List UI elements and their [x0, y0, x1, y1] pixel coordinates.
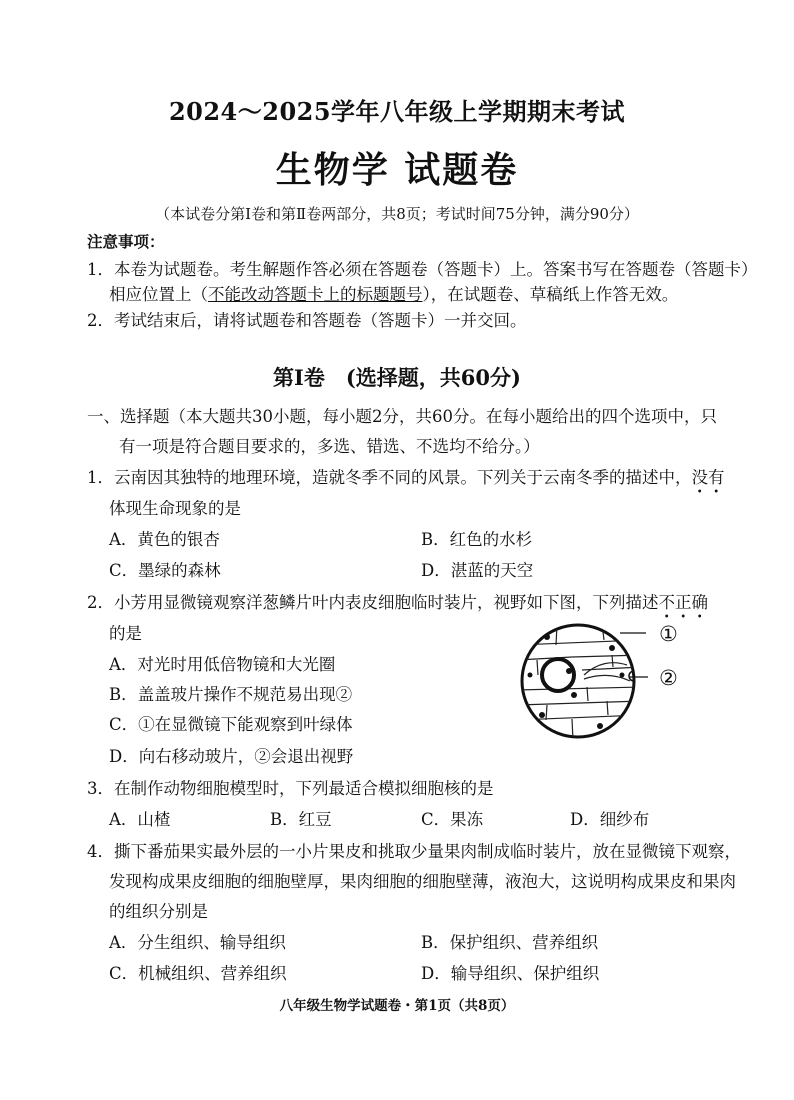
q2-option-d: D．向右移动玻片，②会退出视野 [109, 747, 354, 766]
question-4-stem: 4．撕下番茄果实最外层的一小片果皮和挑取少量果肉制成临时装片，放在显微镜下观察， [87, 842, 741, 861]
q2-option-a: A．对光时用低倍物镜和大光圈 [109, 655, 336, 674]
question-2-stem-line-2: 的是 [109, 624, 142, 643]
label-2: ② [659, 666, 678, 690]
q3-option-b: B．红豆 [270, 810, 332, 829]
q3-option-d: D．细纱布 [570, 810, 650, 829]
question-3-stem: 3．在制作动物细胞模型时，下列最适合模拟细胞核的是 [87, 779, 494, 798]
note-2: 2．考试结束后，请将试题卷和答题卷（答题卡）一并交回。 [87, 311, 527, 330]
subject-title: 生物学 试题卷 [275, 149, 519, 191]
q4-option-c: C．机械组织、营养组织 [109, 964, 287, 983]
air-bubble [542, 659, 574, 691]
underlined-note: 不能改动答题卡上的标题题号 [208, 285, 423, 304]
q4-option-b: B．保护组织、营养组织 [421, 933, 599, 952]
question-4-stem-line-3: 的组织分别是 [109, 902, 208, 921]
q1-option-d: D．湛蓝的天空 [421, 561, 534, 580]
field-of-view-circle [522, 625, 634, 737]
q4-option-d: D．输导组织、保护组织 [421, 964, 600, 983]
q1-option-a: A．黄色的银杏 [109, 530, 220, 549]
q2-option-b: B．盖盖玻片操作不规范易出现② [109, 685, 353, 704]
question-1-stem: 1．云南因其独特的地理环境，造就冬季不同的风景。下列关于云南冬季的描述中，没有 [87, 468, 725, 487]
exam-title: 2024～2025学年八年级上学期期末考试 [168, 97, 626, 126]
section-1-title: 第Ⅰ卷 (选择题，共60分) [273, 365, 521, 390]
note-1-line-2: 相应位置上（不能改动答题卡上的标题题号），在试题卷、草稿纸上作答无效。 [109, 285, 679, 304]
exam-info: （本试卷分第Ⅰ卷和第Ⅱ卷两部分，共8页；考试时间75分钟，满分90分） [155, 205, 639, 223]
label-1: ① [659, 622, 678, 646]
q1-option-b: B．红色的水杉 [421, 530, 533, 549]
q3-option-a: A．山楂 [109, 810, 171, 829]
notes-heading: 注意事项： [87, 232, 165, 251]
section-instruction-line-2: 有一项是符合题目要求的，多选、错选、不选均不给分。） [119, 437, 540, 456]
q1-option-c: C．墨绿的森林 [109, 561, 221, 580]
question-4-stem-line-2: 发现构成果皮细胞的细胞壁厚，果肉细胞的细胞壁薄，液泡大，这说明构成果皮和果肉 [109, 872, 736, 891]
q3-option-c: C．果冻 [421, 810, 484, 829]
question-1-stem-line-2: 体现生命现象的是 [109, 499, 241, 518]
section-instruction-line-1: 一、选择题（本大题共30小题，每小题2分，共60分。在每小题给出的四个选项中，只 [87, 407, 717, 426]
q4-option-a: A．分生组织、输导组织 [109, 933, 286, 952]
question-2-stem: 2．小芳用显微镜观察洋葱鳞片叶内表皮细胞临时装片，视野如下图，下列描述不正确 [87, 593, 708, 612]
microscope-field-diagram [512, 615, 702, 750]
note-1-line-1: 1．本卷为试题卷。考生解题作答必须在答题卷（答题卡）上。答案书写在答题卷（答题卡） [87, 260, 758, 279]
q2-option-c: C．①在显微镜下能观察到叶绿体 [109, 715, 353, 734]
page-footer: 八年级生物学试题卷・第1页（共8页） [279, 998, 515, 1014]
